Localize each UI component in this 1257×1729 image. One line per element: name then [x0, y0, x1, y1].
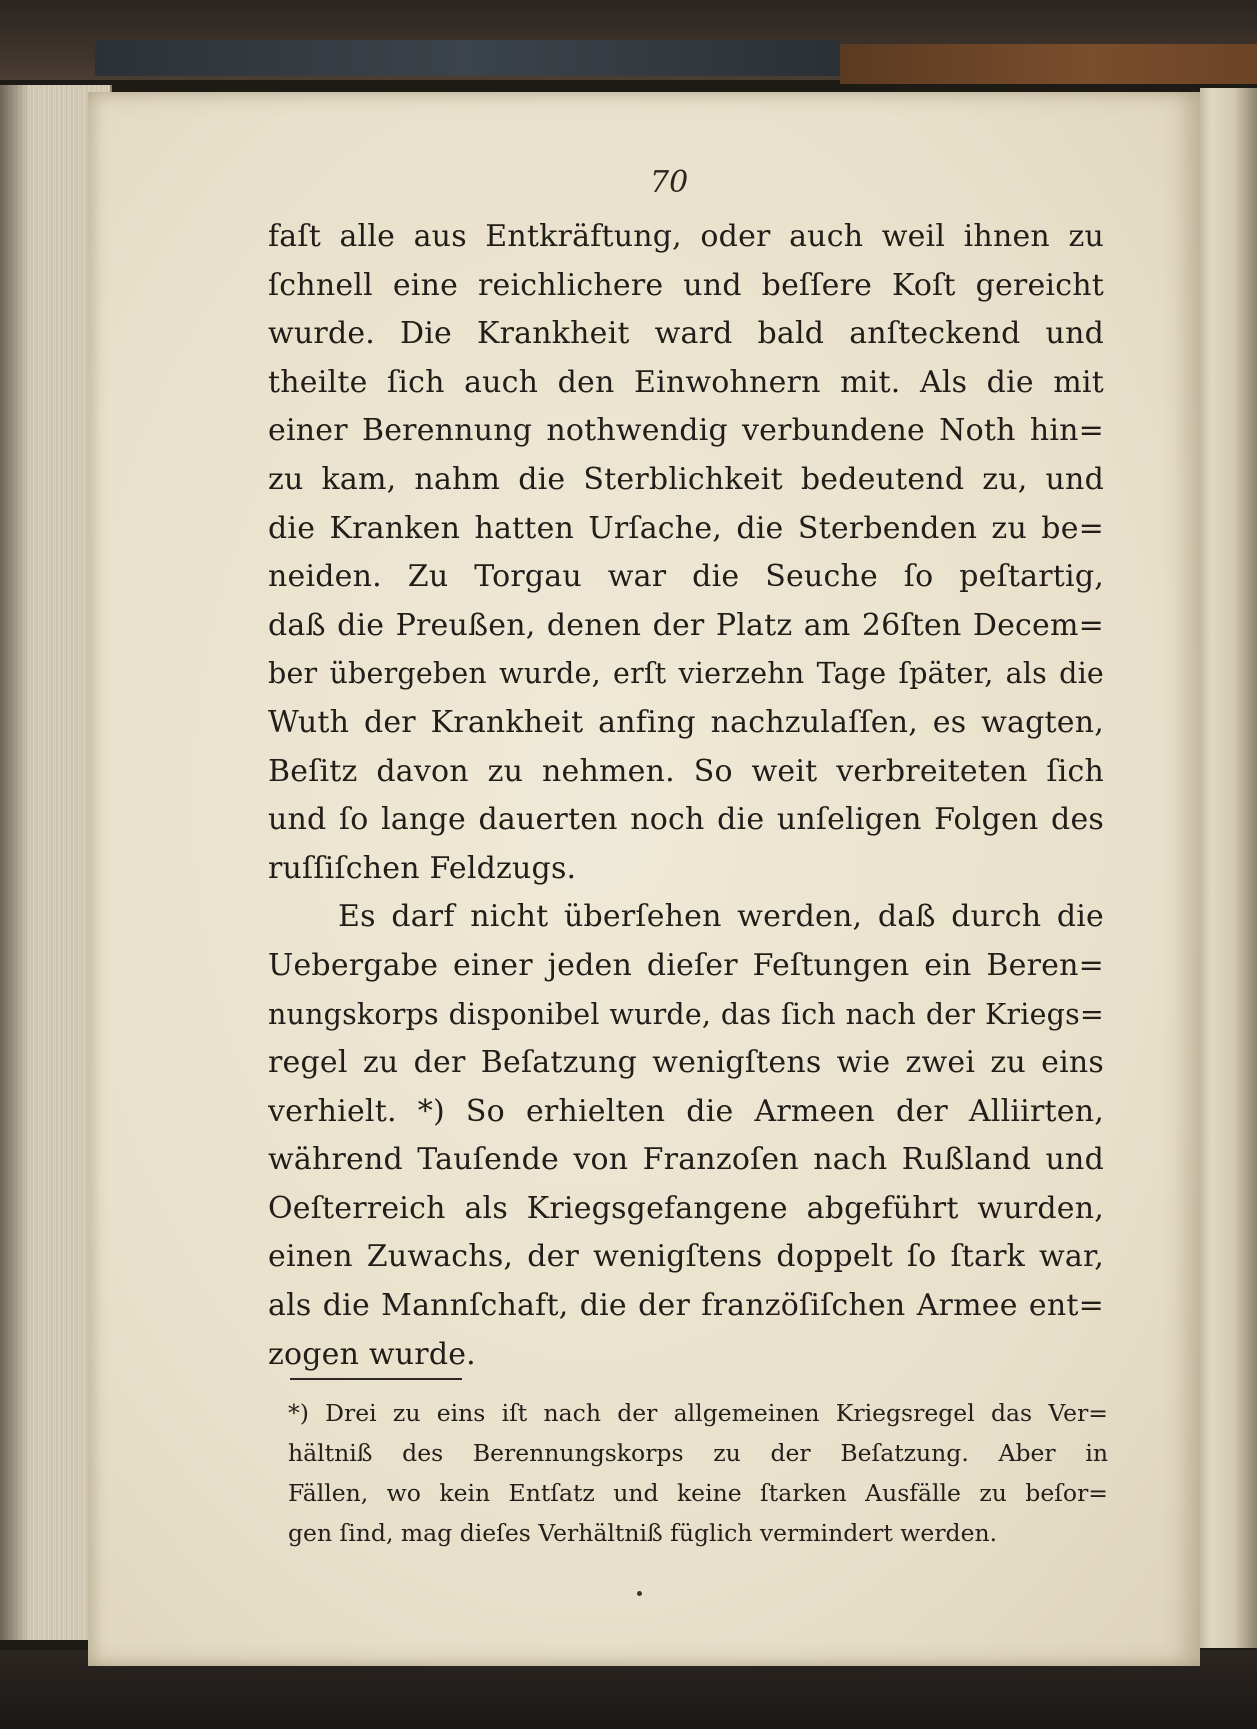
footnote-line: gen ſind, mag dieſes Verhältniß füglich vermindert werden. — [288, 1519, 998, 1547]
text-line: Es darf nicht überſehen werden, daß durch die — [338, 899, 1104, 935]
text-line: zogen wurde. — [268, 1336, 476, 1372]
footnote-line: Fällen, wo kein Entſatz und keine ſtarken Ausfälle zu beſor= — [288, 1479, 1108, 1507]
text-line: daß die Preußen, denen der Platz am 26ſten Decem= — [268, 607, 1104, 643]
footnote-rule — [290, 1378, 462, 1380]
text-line: ſchnell eine reichlichere und beſſere Koſt gereicht — [268, 267, 1104, 303]
right-page-edge — [1200, 88, 1257, 1648]
text-line: ber übergeben wurde, erſt vierzehn Tage ſpäter, als die — [268, 657, 1104, 691]
body-text — [268, 213, 1104, 1379]
text-line: ruſſiſchen Feldzugs. — [268, 850, 577, 886]
ink-dot — [637, 1591, 642, 1596]
text-line: theilte ſich auch den Einwohnern mit. Als die mit — [268, 364, 1104, 400]
book-cover-leather — [840, 44, 1257, 84]
book-cover-strip — [95, 40, 840, 76]
footnote-line: hältniß des Berennungskorps zu der Beſatzung. Aber in — [288, 1439, 1108, 1467]
text-line: wurde. Die Krankheit ward bald anſteckend und — [268, 316, 1104, 352]
text-line: und ſo lange dauerten noch die unſeligen Folgen des — [268, 802, 1104, 838]
text-line: neiden. Zu Torgau war die Seuche ſo peſtartig, — [268, 559, 1104, 595]
text-line: Wuth der Krankheit anfing nachzulaſſen, es wagten, — [268, 704, 1104, 740]
text-line: die Kranken hatten Urſache, die Sterbenden zu be= — [268, 510, 1104, 546]
text-line: Uebergabe einer jeden dieſer Feſtungen ein Beren= — [268, 947, 1104, 983]
page-number: 70 — [650, 165, 689, 200]
page-edges-shadow — [0, 85, 30, 1640]
text-line: als die Mannſchaft, die der franzöſiſchen Armee ent= — [268, 1288, 1104, 1324]
text-line: faſt alle aus Entkräftung, oder auch weil ihnen zu — [268, 219, 1104, 254]
text-line: nungskorps disponibel wurde, das ſich nach der Kriegs= — [268, 997, 1104, 1031]
text-line: regel zu der Beſatzung wenigſtens wie zwei zu eins — [268, 1045, 1104, 1081]
text-line: Beſitz davon zu nehmen. So weit verbreiteten ſich — [268, 753, 1104, 789]
footnote-line: *) Drei zu eins iſt nach der allgemeinen Kriegsregel das Ver= — [288, 1399, 1108, 1427]
footnote — [288, 1393, 1108, 1553]
text-line: einer Berennung nothwendig verbundene Noth hin= — [268, 413, 1104, 449]
text-line: einen Zuwachs, der wenigſtens doppelt ſo ſtark war, — [268, 1239, 1104, 1275]
text-line: während Tauſende von Franzoſen nach Rußland und — [268, 1142, 1104, 1178]
text-line: verhielt. *) So erhielten die Armeen der Alliirten, — [268, 1093, 1104, 1129]
text-line: zu kam, nahm die Sterblichkeit bedeutend zu, und — [268, 461, 1104, 497]
text-line: Oeſterreich als Kriegsgefangene abgeführt wurden, — [268, 1190, 1104, 1226]
